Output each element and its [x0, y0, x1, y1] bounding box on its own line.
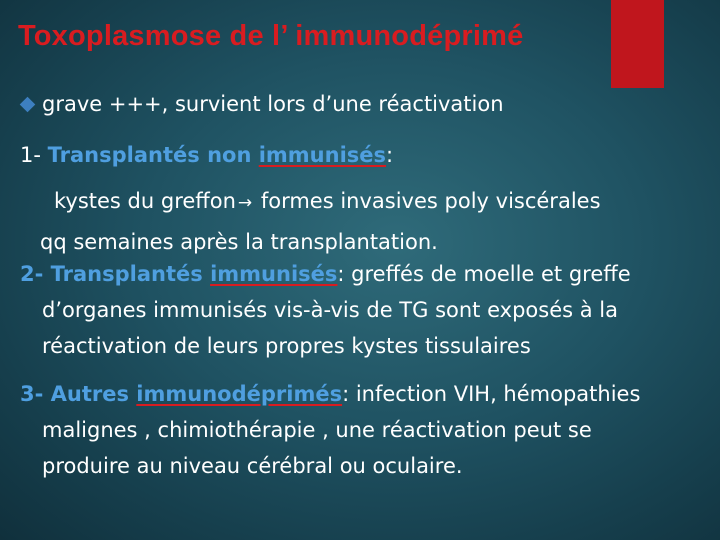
section-3 [20, 376, 640, 484]
section-1-colon: : [386, 143, 394, 167]
section-1-line-1 [40, 182, 601, 223]
section-2-heading-underlined: immunisés [210, 262, 338, 286]
section-2-line-1 [20, 256, 631, 292]
section-3-heading-plain: Autres [50, 382, 137, 406]
section-2-line-3: réactivation de leurs propres kystes tissulaires [42, 334, 531, 358]
slide-title: Toxoplasmose de l’ immunodéprimé [18, 20, 524, 52]
section-2-line-2: d’organes immunisés vis-à-vis de TG sont exposés à la [42, 298, 618, 322]
bullet-text: grave +++, survient lors d’une réactivation [42, 92, 504, 116]
section-1-line-1-part-1: kystes du greffon [54, 189, 236, 213]
section-1-heading [48, 143, 386, 167]
section-2-number: 2- [20, 262, 51, 286]
section-1-line-1-part-2: formes invasives poly viscérales [254, 189, 601, 213]
section-1-body [40, 182, 601, 262]
section-3-text-1: : infection VIH, hémopathies [342, 382, 641, 406]
diamond-bullet-icon [20, 96, 36, 112]
section-2-heading-plain: Transplantés [50, 262, 211, 286]
section-3-line-2: malignes , chimiothérapie , une réactivation peut se [42, 418, 592, 442]
section-3-line-1 [20, 376, 640, 412]
section-2-text-1: : greffés de moelle et greffe [337, 262, 631, 286]
section-2 [20, 256, 631, 364]
section-1-heading-plain: Transplantés non [47, 143, 259, 167]
section-3-heading-underlined: immunodéprimés [136, 382, 343, 406]
section-1-line-2: qq semaines après la transplantation. [40, 230, 438, 254]
section-3-line-3: produire au niveau cérébral ou oculaire. [42, 454, 463, 478]
section-2-heading [51, 262, 338, 286]
right-arrow-icon: → [237, 193, 253, 213]
red-accent-bar [611, 0, 664, 88]
section-3-number: 3- [20, 382, 51, 406]
section-3-heading [51, 382, 342, 406]
section-1-heading-underlined: immunisés [258, 143, 387, 167]
section-1 [20, 137, 393, 173]
bullet-point [18, 92, 504, 116]
section-1-number: 1- [20, 143, 48, 167]
